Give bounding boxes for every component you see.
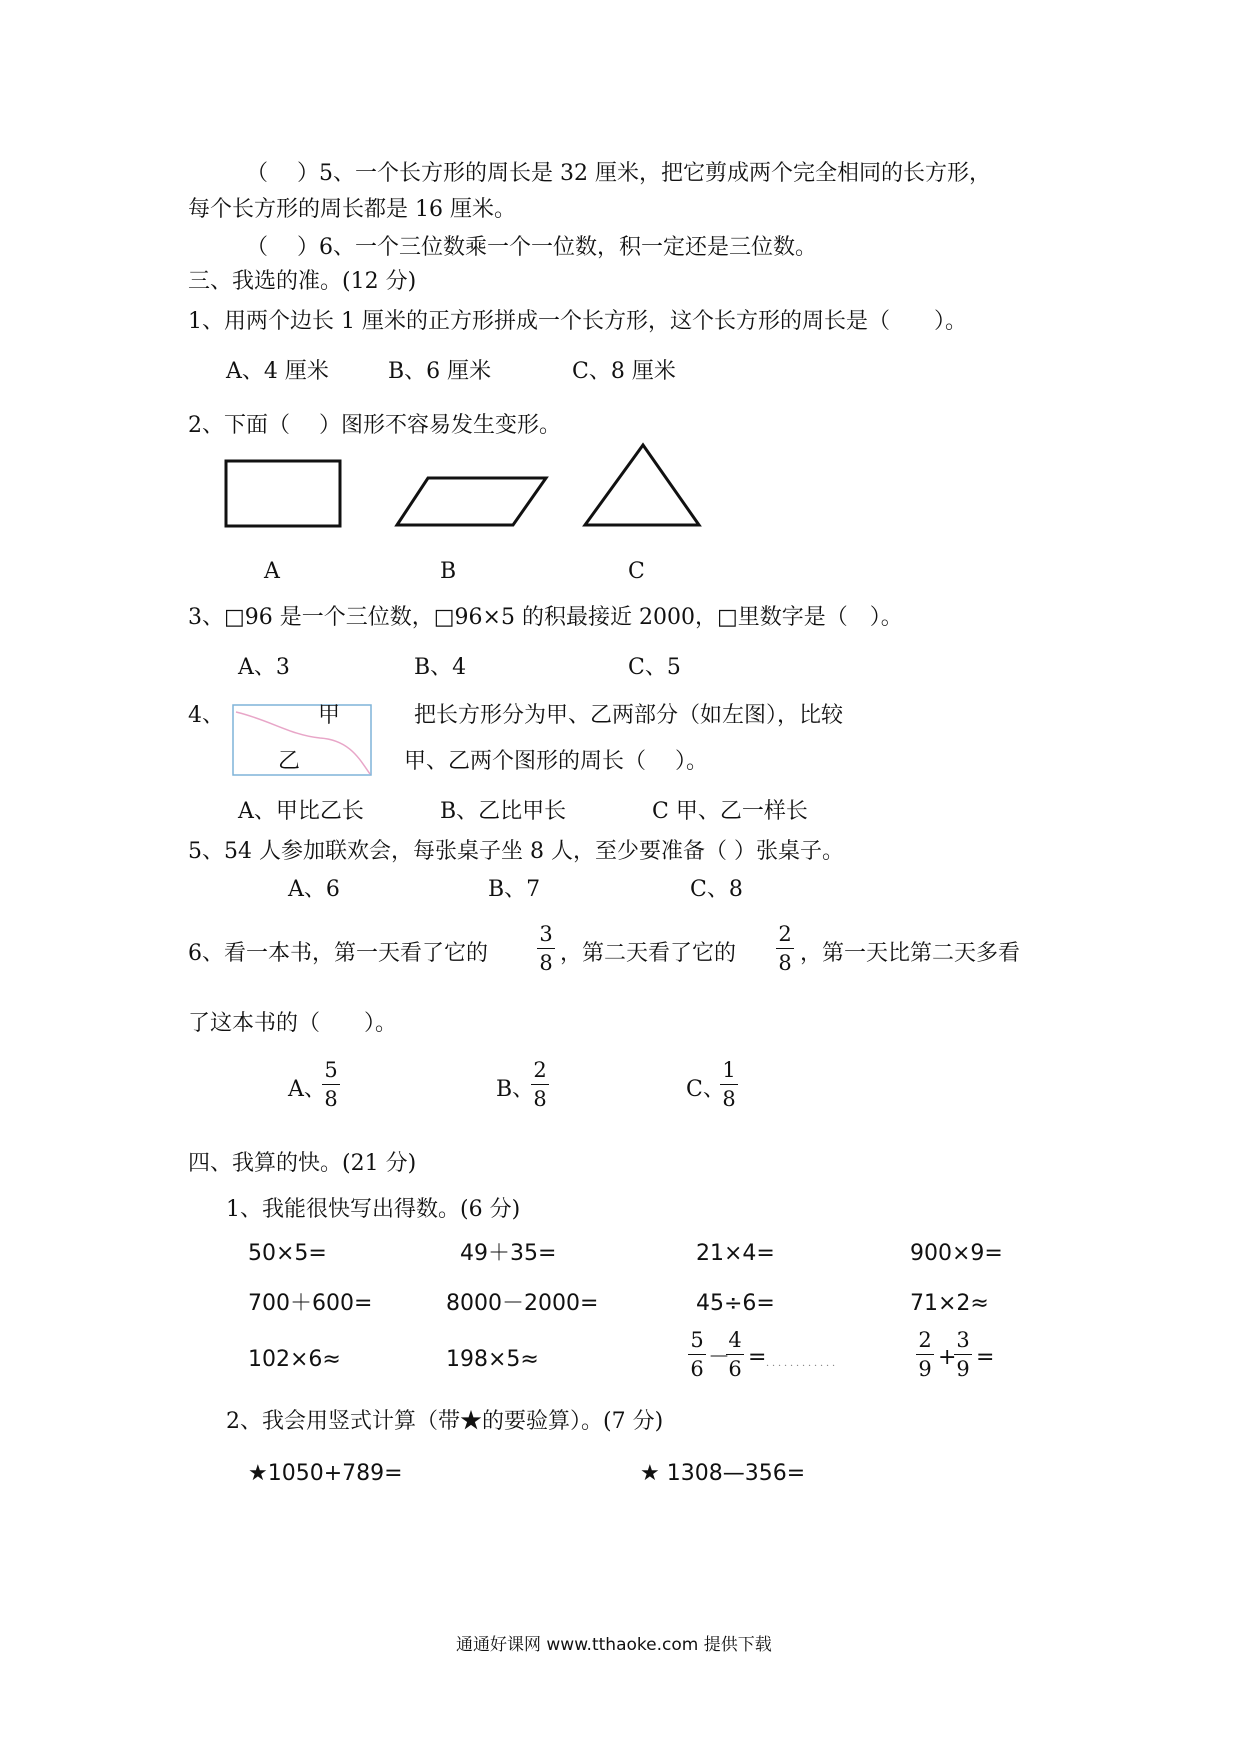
s3-q6-line2: 了这本书的（ ）。: [188, 1011, 398, 1036]
s4-calc-r3c1: 102×6≈: [248, 1347, 341, 1372]
footer-credit: 通通好课网 www.tthaoke.com 提供下载: [456, 1635, 772, 1655]
s3-q4-option-b: B、乙比甲长: [440, 799, 567, 824]
s4-calc-r1c2: 49＋35=: [460, 1241, 557, 1266]
s4-frac-b-eq: =: [976, 1345, 995, 1370]
s4-calc-r3c2: 198×5≈: [446, 1347, 539, 1372]
s3-q5-option-a: A、6: [288, 877, 340, 902]
s3-q1-option-a: A、4 厘米: [226, 359, 329, 384]
judge-q5-line2: 每个长方形的周长都是 16 厘米。: [188, 197, 516, 222]
s3-q4-line1: 把长方形分为甲、乙两部分（如左图），比较: [414, 703, 844, 728]
s4-p1-title: 1、我能很快写出得数。(6 分): [226, 1197, 521, 1222]
s4-frac-a-dots: ．．．．．．．．．．．．: [766, 1358, 843, 1369]
s3-q2-label-a: A: [264, 559, 280, 584]
s4-frac-a-eq: =: [748, 1345, 767, 1370]
s3-q2-text: 2、下面（ ）图形不容易发生变形。: [188, 413, 561, 438]
s4-calc-r2c2: 8000－2000=: [446, 1291, 599, 1316]
s3-q4-label-jia: 甲: [318, 703, 341, 728]
s3-q5-option-c: C、8: [690, 877, 743, 902]
judge-q5-line1: （ ）5、一个长方形的周长是 32 厘米，把它剪成两个完全相同的长方形，: [246, 161, 991, 186]
s3-q6-part3: ，第一天比第二天多看: [800, 941, 1021, 966]
s3-q4-option-c: C 甲、乙一样长: [652, 799, 808, 824]
s3-q6-frac1: 3 8: [537, 922, 555, 975]
s3-q4-num: 4、: [188, 703, 224, 728]
s4-calc-r1c1: 50×5=: [248, 1241, 327, 1266]
s4-frac-b-2: 3 9: [954, 1328, 972, 1381]
s3-q2-label-b: B: [440, 559, 457, 584]
section4-title: 四、我算的快。(21 分): [188, 1151, 417, 1176]
s3-q3-option-c: C、5: [628, 655, 681, 680]
s4-frac-a-1: 5 6: [688, 1328, 706, 1381]
s4-calc-r2c4: 71×2≈: [910, 1291, 989, 1316]
s4-frac-a-op: －: [708, 1345, 731, 1370]
s3-q3-option-a: A、3: [238, 655, 290, 680]
s3-q5-text: 5、54 人参加联欢会，每张桌子坐 8 人，至少要准备（ ）张桌子。: [188, 839, 844, 864]
s3-q3-option-b: B、4: [414, 655, 467, 680]
s3-q6-part1: 6、看一本书，第一天看了它的: [188, 941, 488, 966]
s4-calc-r2c3: 45÷6=: [696, 1291, 775, 1316]
s3-q2-label-c: C: [628, 559, 645, 584]
s3-q4-label-yi: 乙: [278, 749, 301, 774]
s3-q6-option-c-label: C、: [686, 1077, 725, 1102]
s4-calc-r1c4: 900×9=: [910, 1241, 1003, 1266]
s3-q4-option-a: A、甲比乙长: [238, 799, 364, 824]
s3-q6-option-a-label: A、: [288, 1077, 326, 1102]
s3-q6-part2: ，第二天看了它的: [560, 941, 737, 966]
s3-q1-option-b: B、6 厘米: [388, 359, 492, 384]
s3-q5-option-b: B、7: [488, 877, 541, 902]
s4-frac-a-2: 4 6: [726, 1328, 744, 1381]
s4-frac-b-1: 2 9: [916, 1328, 934, 1381]
s3-q6-frac2: 2 8: [776, 922, 794, 975]
s4-calc-r2c1: 700＋600=: [248, 1291, 373, 1316]
s4-calc-r1c3: 21×4=: [696, 1241, 775, 1266]
s3-q6-option-c-frac: 1 8: [720, 1058, 738, 1111]
s3-q6-option-b-label: B、: [496, 1077, 535, 1102]
s3-q6-option-a-frac: 5 8: [322, 1058, 340, 1111]
s4-vertical-calc-2: ★ 1308—356=: [640, 1461, 806, 1486]
s4-vertical-calc-1: ★1050+789=: [248, 1461, 403, 1486]
s3-q3-text: 3、□96 是一个三位数，□96×5 的积最接近 2000，□里数字是（ ）。: [188, 605, 903, 630]
judge-q6: （ ）6、一个三位数乘一个一位数，积一定还是三位数。: [246, 235, 817, 260]
s4-p2-title: 2、我会用竖式计算（带★的要验算）。(7 分): [226, 1409, 664, 1434]
s3-q6-option-b-frac: 2 8: [531, 1058, 549, 1111]
s3-q1-text: 1、用两个边长 1 厘米的正方形拼成一个长方形，这个长方形的周长是（ ）。: [188, 309, 967, 334]
section3-title: 三、我选的准。(12 分): [188, 269, 417, 294]
s3-q4-line2: 甲、乙两个图形的周长（ ）。: [404, 749, 708, 774]
s3-q1-option-c: C、8 厘米: [572, 359, 676, 384]
s4-frac-b-op: +: [938, 1345, 957, 1370]
